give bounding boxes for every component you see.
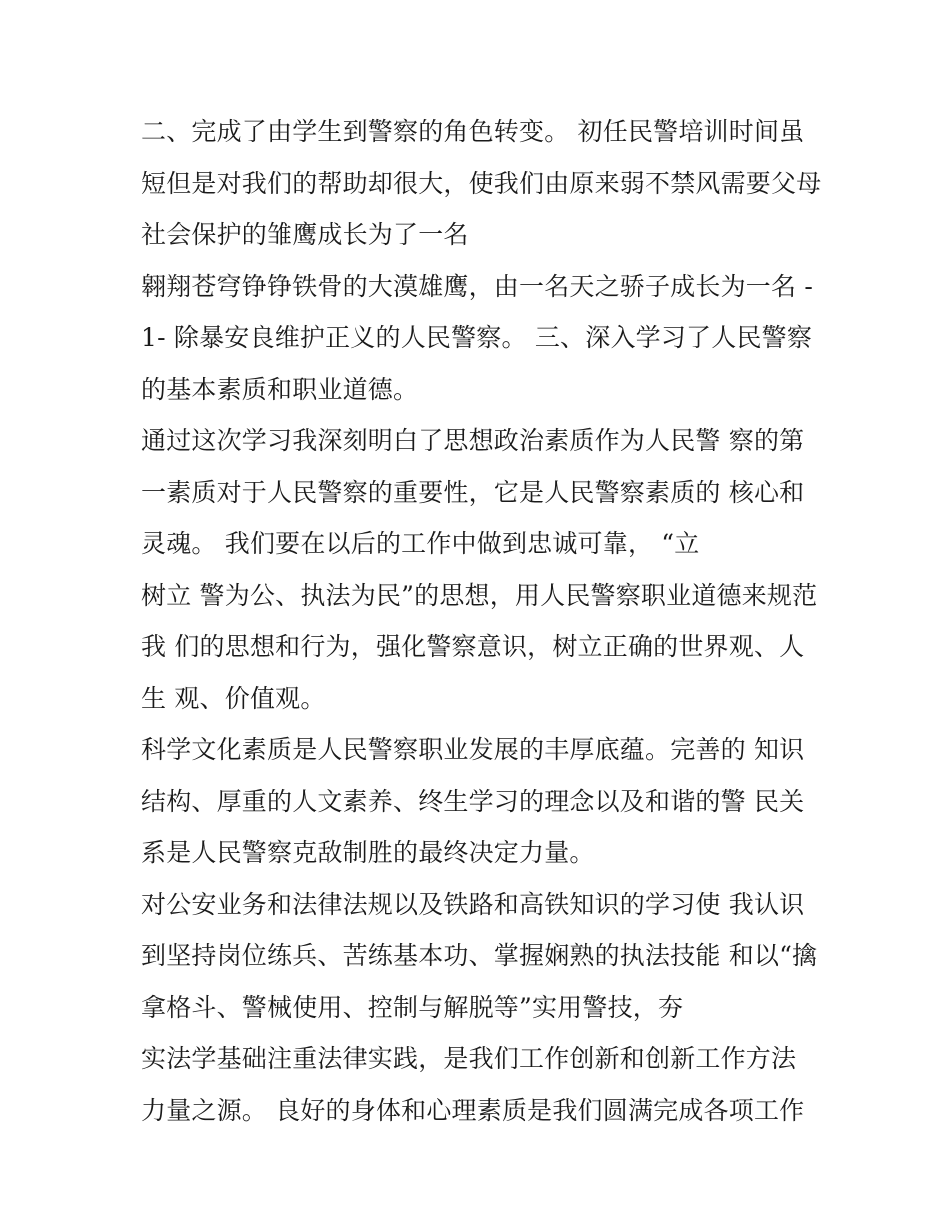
text-line: 灵魂。 我们要在以后的工作中做到忠诚可靠， “立 (141, 529, 700, 558)
text-line: 树立 警为公、执法为民”的思想，用人民警察职业道德来规范 (141, 580, 818, 610)
text-line: 结构、厚重的人文素养、终生学习的理念以及和谐的警 民关 (141, 786, 805, 816)
text-line: 力量之源。 良好的身体和心理素质是我们圆满完成各项工作 (141, 1095, 805, 1125)
text-line: 对公安业务和法律法规以及铁路和高铁知识的学习使 我认识 (141, 889, 805, 919)
text-line: 社会保护的雏鹰成长为了一名 (141, 220, 469, 249)
text-line: 我 们的思想和行为，强化警察意识，树立正确的世界观、人 (141, 632, 805, 661)
text-line: 短但是对我们的帮助却很大，使我们由原来弱不禁风需要父母 (141, 168, 822, 198)
text-line: 通过这次学习我深刻明白了思想政治素质作为人民警 察的第 (141, 426, 805, 455)
text-line: 一素质对于人民警察的重要性，它是人民警察素质的 核心和 (141, 477, 805, 507)
text-line: 科学文化素质是人民警察职业发展的丰厚底蕴。完善的 知识 (141, 735, 805, 764)
text-line: 系是人民警察克敌制胜的最终决定力量。 (141, 838, 595, 867)
text-line: 翱翔苍穹铮铮铁骨的大漠雄鹰，由一名天之骄子成长为一名 - (141, 271, 813, 301)
text-line: 生 观、价值观。 (141, 683, 326, 713)
text-line: 二、完成了由学生到警察的角色转变。 初任民警培训时间虽 (141, 117, 805, 146)
text-line: 实法学基础注重法律实践，是我们工作创新和创新工作方法 (141, 1044, 797, 1073)
text-line: 到坚持岗位练兵、苦练基本功、掌握娴熟的执法技能 和以“擒 (141, 941, 818, 970)
body-text (141, 106, 821, 1136)
text-line: 拿格斗、警械使用、控制与解脱等”实用警技，夯 (141, 992, 684, 1022)
text-line: 的基本素质和职业道德。 (141, 374, 419, 404)
text-line: 1- 除暴安良维护正义的人民警察。 三、深入学习了人民警察 (141, 323, 813, 352)
